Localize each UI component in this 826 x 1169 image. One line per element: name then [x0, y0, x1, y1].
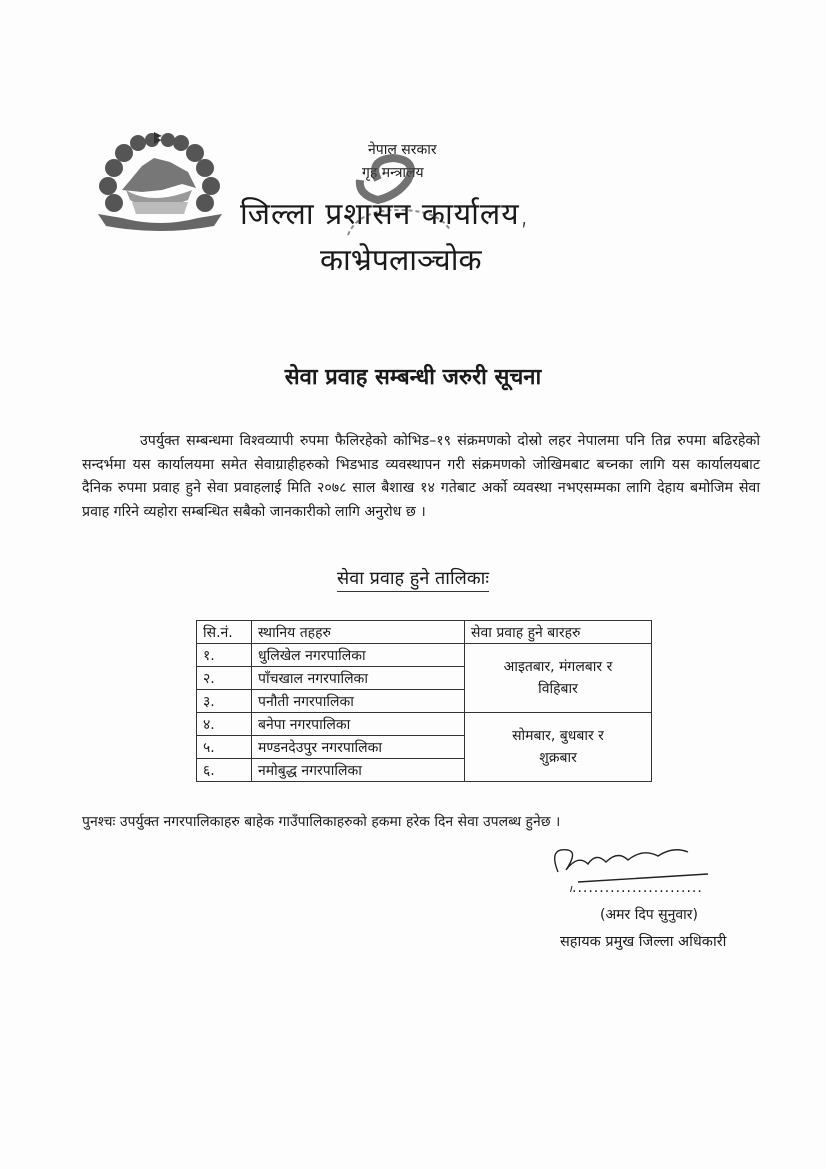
- table-row: [197, 644, 652, 667]
- table-row: [197, 713, 652, 736]
- days-line: विहिबार: [538, 681, 578, 697]
- nepal-emblem-icon: [92, 128, 227, 238]
- district-name: काभ्रेपलाञ्चोक: [320, 243, 482, 278]
- row-local: मण्डनदेउपुर नगरपालिका: [252, 736, 465, 759]
- ministry-label: गृह मन्त्रालय: [362, 165, 424, 181]
- days-line: आइतबार, मंगलबार र: [503, 659, 613, 675]
- row-sn: १.: [197, 644, 252, 667]
- row-local: पनौती नगरपालिका: [252, 690, 465, 713]
- row-sn: ४.: [197, 713, 252, 736]
- row-sn: ३.: [197, 690, 252, 713]
- days-line: शुक्रबार: [539, 750, 577, 766]
- header-days: सेवा प्रवाह हुने बारहरु: [465, 621, 652, 644]
- notice-title: सेवा प्रवाह सम्बन्धी जरुरी सूचना: [284, 365, 542, 390]
- signer-name: (अमर दिप सुनुवार): [600, 907, 698, 923]
- schedule-title-text: सेवा प्रवाह हुने तालिकाः: [337, 568, 489, 592]
- signature-line: ........................: [572, 880, 703, 896]
- row-local: नमोबुद्ध नगरपालिका: [252, 759, 465, 782]
- schedule-title: [0, 566, 826, 590]
- row-local: धुलिखेल नगरपालिका: [252, 644, 465, 667]
- header-sn: सि.नं.: [197, 621, 252, 644]
- notice-body: [82, 430, 760, 524]
- row-local: बनेपा नगरपालिका: [252, 713, 465, 736]
- table-header-row: [197, 621, 652, 644]
- office-name: जिल्ला प्रशासन कार्यालय,: [240, 197, 531, 232]
- row-sn: २.: [197, 667, 252, 690]
- days-group-1: [465, 644, 652, 713]
- schedule-table: [196, 620, 652, 782]
- days-line: सोमबार, बुधबार र: [512, 728, 604, 744]
- days-group-2: [465, 713, 652, 782]
- header-local: स्थानिय तहहरु: [252, 621, 465, 644]
- signer-title: सहायक प्रमुख जिल्ला अधिकारी: [560, 934, 727, 950]
- row-sn: ५.: [197, 736, 252, 759]
- row-sn: ६.: [197, 759, 252, 782]
- row-local: पाँचखाल नगरपालिका: [252, 667, 465, 690]
- notice-paragraph: उपर्युक्त सम्बन्धमा विश्वव्यापी रुपमा फैलिरहेको कोभिड–१९ संक्रमणको दोस्रो लहर नेपालमा पनि तिव्र रुपमा बढिरहेको सन्दर्भमा यस कार्यालयमा समेत सेवाग्राहीहरुको भिडभाड व्यवस्थापन गरी संक्रमणको जोखिमबाट बच्नका लागि यस कार्यालयबाट दैनिक रुपमा प्रवाह हुने सेवा प्रवाहलाई मिति २०७८ साल बैशाख १४ गतेबाट अर्को व्यवस्था नभएसम्मका लागि देहाय बमोजिम सेवा प्रवाह गरिने व्यहोरा सम्बन्धित सबैको जानकारीको लागि अनुरोध छ ।: [82, 433, 760, 520]
- government-label: नेपाल सरकार: [368, 142, 437, 158]
- postscript: पुनश्चः उपर्युक्त नगरपालिकाहरु बाहेक गाउँपालिकाहरुको हकमा हरेक दिन सेवा उपलब्ध हुनेछ ।: [82, 814, 561, 830]
